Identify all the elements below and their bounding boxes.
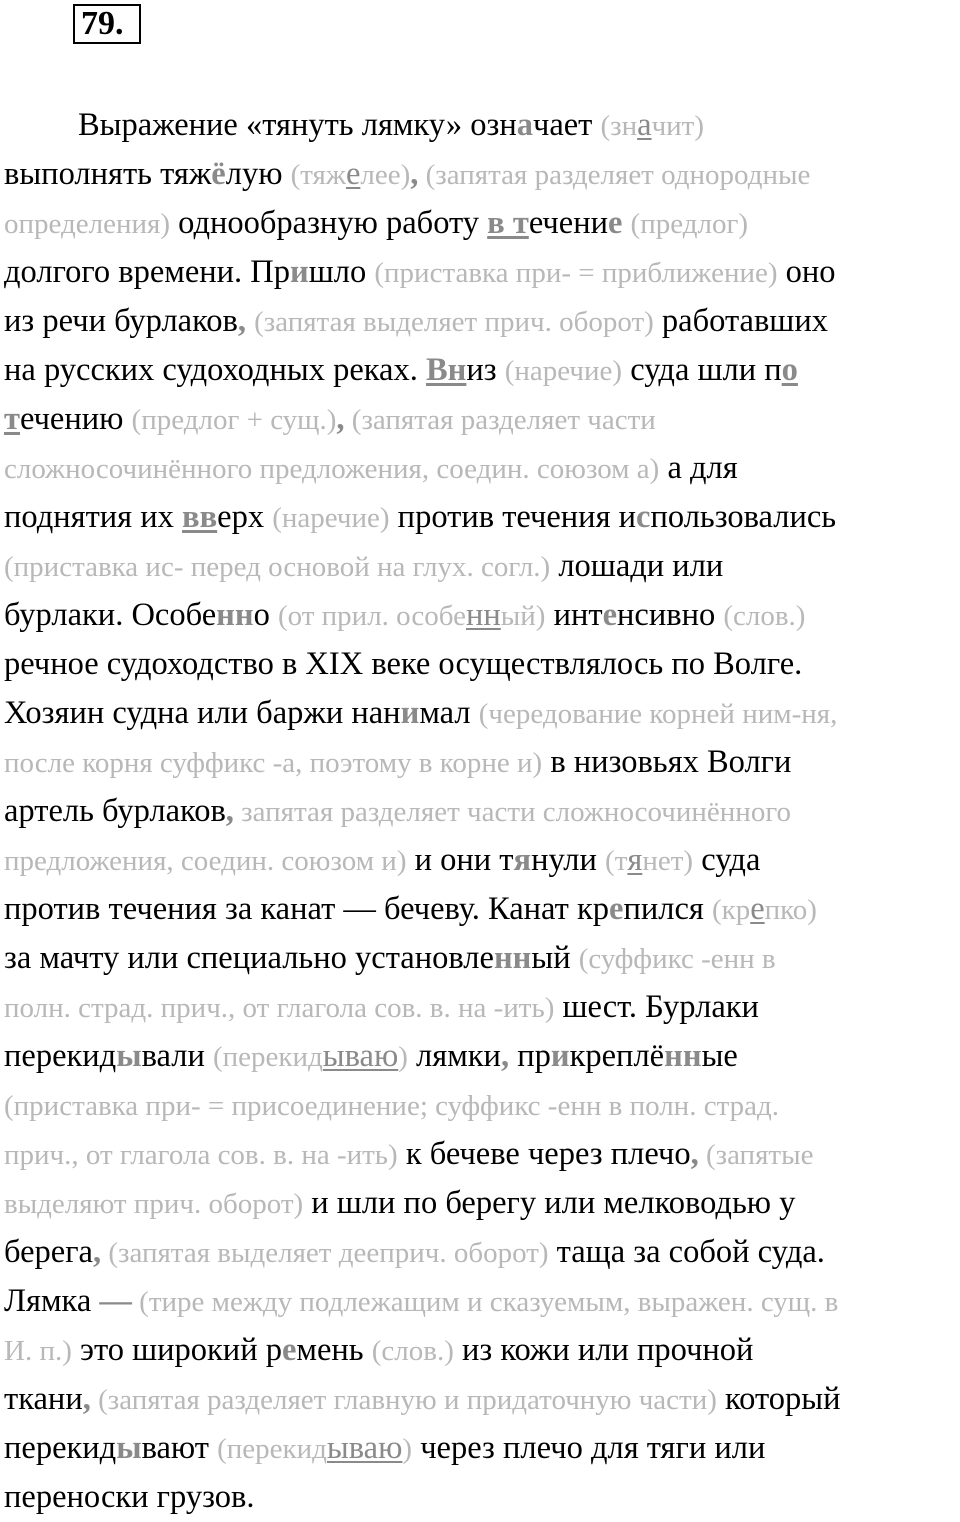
text-span-underlined-highlight: о [781,352,798,388]
text-span: пр [509,1038,551,1074]
text-span-comment: пко) [764,894,817,926]
text-span: Выражение «тянуть лямку» озн [78,107,517,143]
text-span-comment: (перекид [212,1041,323,1073]
text-span [246,303,254,339]
text-span-comment: (зн [600,110,638,142]
text-span-comment-underlined: ываю [326,1430,403,1466]
text-span-comment: чит) [651,110,705,142]
text-span: шло [308,254,375,290]
text-span-comment: (запятые [698,1139,814,1171]
text-span-comment: запятая разделяет части сложносочинённого [233,796,791,828]
text-span: из речи бурлаков [4,303,238,339]
text-line [4,1228,960,1277]
text-line [4,934,960,983]
text-span: оно [777,254,836,290]
text-line [4,150,960,199]
text-span-highlight: я [513,842,532,878]
text-span-comment: (тяж [290,159,346,191]
text-span-comment: (суффикс -енн в [578,943,776,975]
text-span: однообразную работу [170,205,488,241]
text-line [4,591,960,640]
text-span-highlight: с [636,499,651,535]
text-span-comment: (т [605,845,628,877]
text-span-highlight: — [99,1283,132,1319]
text-span: против течения и [389,499,637,535]
text-span-underlined-highlight: Вн [425,352,467,388]
text-line [4,1179,960,1228]
text-span-highlight: и [400,695,420,731]
text-span: ерх [217,499,273,535]
text-span: артель бурлаков [4,793,226,829]
text-span-comment: И. п.) [4,1335,72,1367]
text-span-highlight: е [281,1332,297,1368]
text-line [4,395,960,444]
text-span: за мачту или специально установле [4,940,494,976]
text-span: инт [545,597,603,633]
text-line [4,640,960,689]
text-span-comment: (слов.) [371,1335,454,1367]
text-span-highlight: , [82,1381,91,1417]
text-span: речное судоходство в XIX веке осуществлялось по Волге. [4,646,803,682]
text-span: к бечеве через плечо [397,1136,691,1172]
text-span: нули [531,842,606,878]
text-span: перекид [4,1430,117,1466]
text-span-comment: (перекид [217,1433,327,1465]
text-span-highlight: , [410,156,419,192]
text-span-comment: (тире между подлежащим и сказуемым, выражен. сущ. в [131,1286,839,1318]
text-span: суда [693,842,761,878]
text-span-comment-underlined: нн [466,597,501,633]
text-span-comment: (запятая выделяет прич. оборот) [254,306,654,338]
text-line [4,1375,960,1424]
text-span-highlight: и [290,254,309,290]
text-span-comment: (приставка при- = приближение) [374,257,778,289]
text-span: и они т [406,842,514,878]
text-span: бурлаки. Особе [4,597,217,633]
text-span-highlight: е [609,891,624,927]
text-span-comment: (приставка ис- перед основой на глух. согл.) [4,551,551,583]
text-span: лую [225,156,291,192]
text-span: через плечо для тяги или [412,1430,766,1466]
text-span-highlight: ы [116,1038,142,1074]
text-span-highlight: ы [116,1430,142,1466]
text-line [4,297,960,346]
text-span-highlight: нн [216,597,254,633]
text-line [4,1424,960,1473]
text-span: креплё [569,1038,665,1074]
exercise-text [4,101,960,1522]
text-line [4,248,960,297]
text-span: пился [623,891,712,927]
text-span: мень [296,1332,372,1368]
text-span: на русских судоходных реках. [4,352,426,388]
text-span: лямки [407,1038,501,1074]
text-span-comment: ый) [500,600,546,632]
text-span: переноски грузов. [4,1479,255,1515]
text-line [4,346,960,395]
text-span-highlight: а [516,107,533,143]
text-span-comment: (запятая разделяет главную и придаточную части) [90,1384,717,1416]
text-span-highlight: , [225,793,234,829]
text-span: берега [4,1234,93,1270]
text-span: нсивно [617,597,724,633]
text-span-comment: (от прил. особе [277,600,466,632]
text-span-highlight: , [92,1234,102,1270]
text-line [4,738,960,787]
text-span-comment: ) [398,1041,408,1073]
exercise-number: 79. [73,4,141,44]
text-span: ечени [528,205,608,241]
text-span-comment: (запятая разделяет части [344,404,656,436]
text-span-comment-underlined: е [345,156,361,192]
text-span-highlight: , [690,1136,699,1172]
text-span: таща за собой суда. [548,1234,825,1270]
text-line [4,542,960,591]
text-line [4,199,960,248]
text-line [4,101,960,150]
text-span-comment: (запятая выделяет дееприч. оборот) [101,1237,549,1269]
text-line [4,1130,960,1179]
text-span: который [716,1381,841,1417]
text-line [4,493,960,542]
text-span: в низовьях Волги [542,744,792,780]
text-span-comment: (предлог) [630,208,748,240]
text-span-highlight: , [336,401,345,437]
text-span-comment: (запятая разделяет однородные [418,159,811,191]
text-span: о [253,597,278,633]
text-span-comment: выделяют прич. оборот) [4,1188,304,1220]
text-span: долгого времени. Пр [4,254,291,290]
text-span-underlined-highlight: вв [182,499,218,535]
text-span-highlight: и [550,1038,570,1074]
text-span-highlight: , [237,303,246,339]
text-span: суда шли п [622,352,782,388]
text-span: ечению [19,401,132,437]
text-line [4,1277,960,1326]
text-span-comment: определения) [4,208,171,240]
text-span-comment: полн. страд. прич., от глагола сов. в. на -ить) [4,992,555,1024]
text-span: пользовались [650,499,837,535]
text-span-highlight: е [607,205,623,241]
text-line [4,1032,960,1081]
text-span-highlight: , [500,1038,510,1074]
text-span-comment: ) [402,1433,413,1465]
text-span-comment: (предлог + сущ.) [131,404,337,436]
text-line [4,836,960,885]
text-span: вали [141,1038,213,1074]
text-span: из кожи или прочной [453,1332,754,1368]
text-span: из [466,352,505,388]
text-span-comment: нет) [642,845,694,877]
text-span-comment: (наречие) [272,502,390,534]
text-span-comment-underlined: е [750,891,765,927]
text-span: вают [141,1430,218,1466]
text-span-underlined-highlight: в т [487,205,529,241]
text-line [4,444,960,493]
text-span: мал [419,695,479,731]
text-span: работавших [653,303,828,339]
text-span-comment-underlined: ываю [322,1038,399,1074]
text-span: Лямка [4,1283,100,1319]
text-span-comment: (чередование корней ним-ня, [478,698,838,730]
text-span: это широкий р [71,1332,282,1368]
text-span: поднятия их [4,499,183,535]
text-span-comment: (слов.) [723,600,806,632]
text-line [4,787,960,836]
text-span: лошади или [550,548,724,584]
text-span: ткани [4,1381,83,1417]
text-line [4,1081,960,1130]
text-span: а для [659,450,738,486]
text-span: и шли по берегу или мелководью у [303,1185,796,1221]
text-line [4,885,960,934]
text-span-highlight: е [602,597,618,633]
text-span-highlight: нн [664,1038,702,1074]
text-span: перекид [4,1038,117,1074]
text-span-comment-underlined: я [627,842,643,878]
text-span-comment: (наречие) [504,355,623,387]
text-line [4,689,960,738]
text-span-comment: прич., от глагола сов. в. на -ить) [4,1139,398,1171]
text-span: ые [701,1038,738,1074]
text-span: ый [531,940,579,976]
text-span-comment: предложения, соедин. союзом и) [4,845,407,877]
text-line [4,1326,960,1375]
text-span: против течения за канат — бечеву. Канат кр [4,891,610,927]
text-span-comment: (кр [711,894,751,926]
text-span-comment: (приставка при- = присоединение; суффикс -енн в полн. страд. [4,1090,779,1122]
text-span-comment: после корня суффикс -а, поэтому в корне и) [4,747,543,779]
text-span-comment-underlined: а [637,107,652,143]
text-span: Хозяин судна или баржи нан [4,695,401,731]
text-span-comment: сложносочинённого предложения, соедин. союзом а) [4,453,660,485]
text-line [4,983,960,1032]
text-span: чает [532,107,601,143]
text-span: шест. Бурлаки [554,989,759,1025]
text-span-comment: лее) [360,159,411,191]
text-span: выполнять тяж [4,156,212,192]
text-span-highlight: нн [493,940,532,976]
text-line [4,1473,960,1522]
text-span-underlined-highlight: т [4,401,20,437]
text-span [622,205,630,241]
text-span-highlight: ё [211,156,226,192]
